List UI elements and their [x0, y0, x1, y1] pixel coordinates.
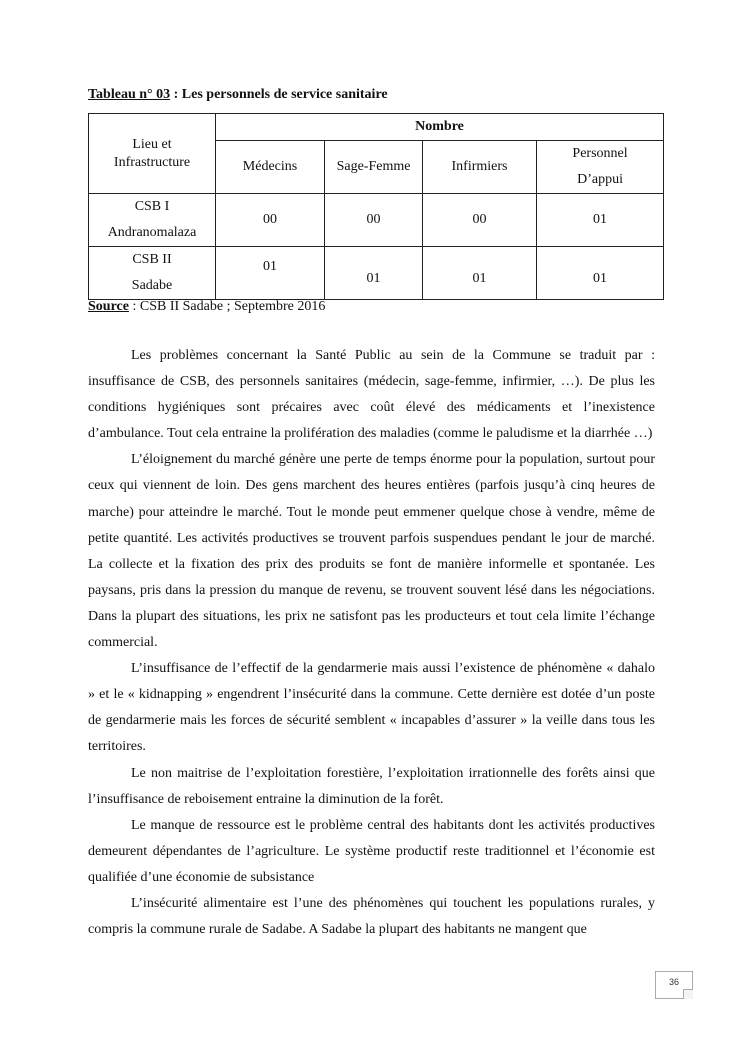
table-caption-text: : Les personnels de service sanitaire [170, 87, 388, 102]
paragraph: L’insécurité alimentaire est l’une des phénomènes qui touchent les populations rurales, y compris la commune rurale de Sadabe. A Sadabe la plupart des habitants ne mangent que [88, 895, 655, 938]
header-lieu: Lieu et Infrastructure [89, 114, 216, 194]
source-text: : CSB II Sadabe ; Septembre 2016 [128, 299, 326, 314]
table-source [88, 299, 325, 315]
paragraph: L’insuffisance de l’effectif de la gendarmerie mais aussi l’existence de phénomène « dahalo » et le « kidnapping » engendrent l’insécurité dans la commune. Cette dernière est dotée d’un poste de gendarmerie mais les forces de sécurité semblent « incapables d’assurer » la veille dans tous les territoires. [88, 661, 655, 755]
page-number-text: 36 [668, 977, 679, 987]
paragraph: Les problèmes concernant la Santé Public au sein de la Commune se traduit par : insuffisance de CSB, des personnels sanitaires (médecin, sage-femme, infirmier, …). De plus les conditions hygiéniques sont précaires avec coût élevé des médicaments et l’inexistence d’ambulance. Tout cela entraine la prolifération des maladies (comme le paludisme et la diarrhée …) [88, 348, 655, 442]
table-caption [88, 87, 388, 103]
header-personnel-line2: D’appui [577, 172, 623, 187]
cell-infirmiers: 01 [423, 247, 537, 300]
page-fold-icon [683, 989, 693, 999]
header-infirmiers: Infirmiers [423, 141, 537, 194]
row-place-line2: Andranomalaza [107, 225, 197, 240]
source-label: Source [88, 299, 129, 314]
table-row [89, 194, 664, 247]
cell-personnel: 01 [537, 194, 664, 247]
cell-medecins: 00 [216, 194, 325, 247]
cell-infirmiers: 00 [423, 194, 537, 247]
header-personnel [537, 141, 664, 194]
row-place-line2: Sadabe [131, 278, 173, 293]
row-place [89, 194, 216, 247]
cell-sage-femme: 00 [325, 194, 423, 247]
header-sage-femme: Sage-Femme [325, 141, 423, 194]
body-text [88, 343, 655, 943]
page-number [655, 971, 693, 999]
staff-table [88, 113, 664, 300]
cell-medecins: 01 [216, 247, 325, 300]
paragraph: Le non maitrise de l’exploitation forestière, l’exploitation irrationnelle des forêts ainsi que l’insuffisance de reboisement entraine la diminution de la forêt. [88, 765, 655, 807]
paragraph: Le manque de ressource est le problème central des habitants dont les activités productives demeurent dépendantes de l’agriculture. Le système productif reste traditionnel et l’économie est qualifiée d’une économie de subsistance [88, 817, 655, 885]
header-medecins: Médecins [216, 141, 325, 194]
paragraph: L’éloignement du marché génère une perte de temps énorme pour la population, surtout pour ceux qui viennent de loin. Des gens marchent des heures entières (parfois jusqu’à cinq heures de marche) pour atteindre le marché. Tout le monde peut emmener quelque chose à vendre, même de petite quantité. Les activités productives se trouvent parfois suspendues pendant le jour de marché. La collecte et la fixation des prix des produits se font de manière informelle et spontanée. Les paysans, pris dans la pression du manque de revenu, se trouvent souvent lésé dans les négociations. Dans la plupart des situations, les prix ne satisfont pas les producteurs et tout cela limite l’échange commercial. [88, 452, 655, 651]
header-nombre: Nombre [216, 114, 664, 141]
row-place [89, 247, 216, 300]
cell-personnel: 01 [537, 247, 664, 300]
table-row [89, 247, 664, 300]
header-personnel-line1: Personnel [572, 146, 628, 161]
cell-sage-femme: 01 [325, 247, 423, 300]
table-caption-label: Tableau n° 03 [88, 87, 171, 102]
row-place-line1: CSB II [132, 252, 172, 267]
row-place-line1: CSB I [134, 199, 170, 214]
